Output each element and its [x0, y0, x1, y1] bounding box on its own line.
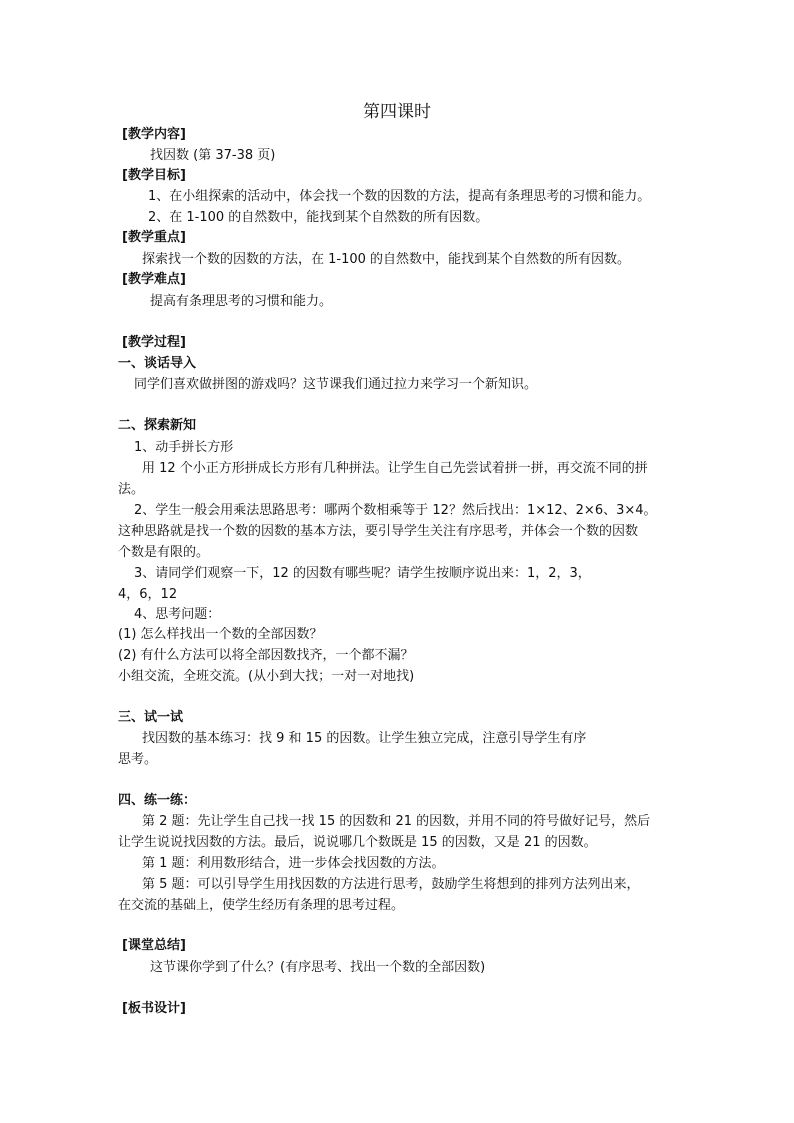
section-3-title: 三、试一试 — [118, 710, 184, 725]
difficulties-heading: [教学难点] — [122, 272, 186, 287]
question-2: (2) 有什么方法可以将全部因数找齐，一个都不漏？ — [118, 648, 414, 663]
step-2-line-3: 个数是有限的。 — [118, 545, 210, 560]
content-heading: [教学内容] — [122, 127, 186, 142]
key-points-heading: [教学重点] — [122, 230, 186, 245]
board-design-heading: [板书设计] — [122, 1001, 186, 1016]
step-1-line-2: 法。 — [118, 482, 145, 497]
section-3-line-1: 找因数的基本练习：找 9 和 15 的因数。让学生独立完成，注意引导学生有序 — [142, 731, 587, 746]
objective-item-1: 1、在小组探索的活动中，体会找一个数的因数的方法，提高有条理思考的习惯和能力。 — [148, 189, 651, 204]
section-3-line-2: 思考。 — [118, 752, 158, 767]
section-1-text: 同学们喜欢做拼图的游戏吗？这节课我们通过拉力来学习一个新知识。 — [134, 377, 538, 392]
step-3-line-2: 4，6，12 — [118, 587, 178, 602]
step-1-line-1: 用 12 个小正方形拼成长方形有几种拼法。让学生自己先尝试着拼一拼，再交流不同的拼 — [142, 461, 648, 476]
practice-2-line-1: 第 2 题：先让学生自己找一找 15 的因数和 21 的因数，并用不同的符号做好记号，然后 — [142, 814, 651, 829]
summary-text: 这节课你学到了什么？(有序思考、找出一个数的全部因数) — [150, 960, 486, 975]
process-heading: [教学过程] — [122, 335, 186, 350]
key-points-text: 探索找一个数的因数的方法，在 1-100 的自然数中，能找到某个自然数的所有因数。 — [142, 252, 631, 267]
step-4-title: 4、思考问题： — [134, 607, 221, 622]
objectives-heading: [教学目标] — [122, 168, 186, 183]
question-1: (1) 怎么样找出一个数的全部因数？ — [118, 627, 323, 642]
section-1-title: 一、谈话导入 — [118, 356, 197, 371]
discussion-summary: 小组交流，全班交流。(从小到大找；一对一对地找) — [118, 669, 415, 684]
practice-1: 第 1 题：利用数形结合，进一步体会找因数的方法。 — [142, 856, 445, 871]
step-3-line-1: 3、请同学们观察一下，12 的因数有哪些呢？请学生按顺序说出来：1，2，3， — [134, 566, 591, 581]
step-1-title: 1、动手拼长方形 — [134, 440, 234, 455]
step-2-line-1: 2、学生一般会用乘法思路思考：哪两个数相乘等于 12？然后找出：1×12、2×6、3×4。 — [134, 503, 657, 518]
difficulties-text: 提高有条理思考的习惯和能力。 — [150, 294, 333, 309]
practice-2-line-2: 让学生说说找因数的方法。最后，说说哪几个数既是 15 的因数，又是 21 的因数。 — [118, 835, 597, 850]
summary-heading: [课堂总结] — [122, 938, 186, 953]
section-4-title: 四、练一练： — [118, 793, 197, 808]
objective-item-2: 2、在 1-100 的自然数中，能找到某个自然数的所有因数。 — [148, 210, 489, 225]
practice-5-line-1: 第 5 题：可以引导学生用找因数的方法进行思考，鼓励学生将想到的排列方法列出来， — [142, 877, 640, 892]
section-2-title: 二、探索新知 — [118, 418, 197, 433]
content-text: 找因数 (第 37-38 页) — [150, 148, 276, 163]
practice-5-line-2: 在交流的基础上，使学生经历有条理的思考过程。 — [118, 898, 405, 913]
page-title: 第四课时 — [363, 102, 431, 122]
step-2-line-2: 这种思路就是找一个数的因数的基本方法，要引导学生关注有序思考，并体会一个数的因数 — [118, 524, 639, 539]
